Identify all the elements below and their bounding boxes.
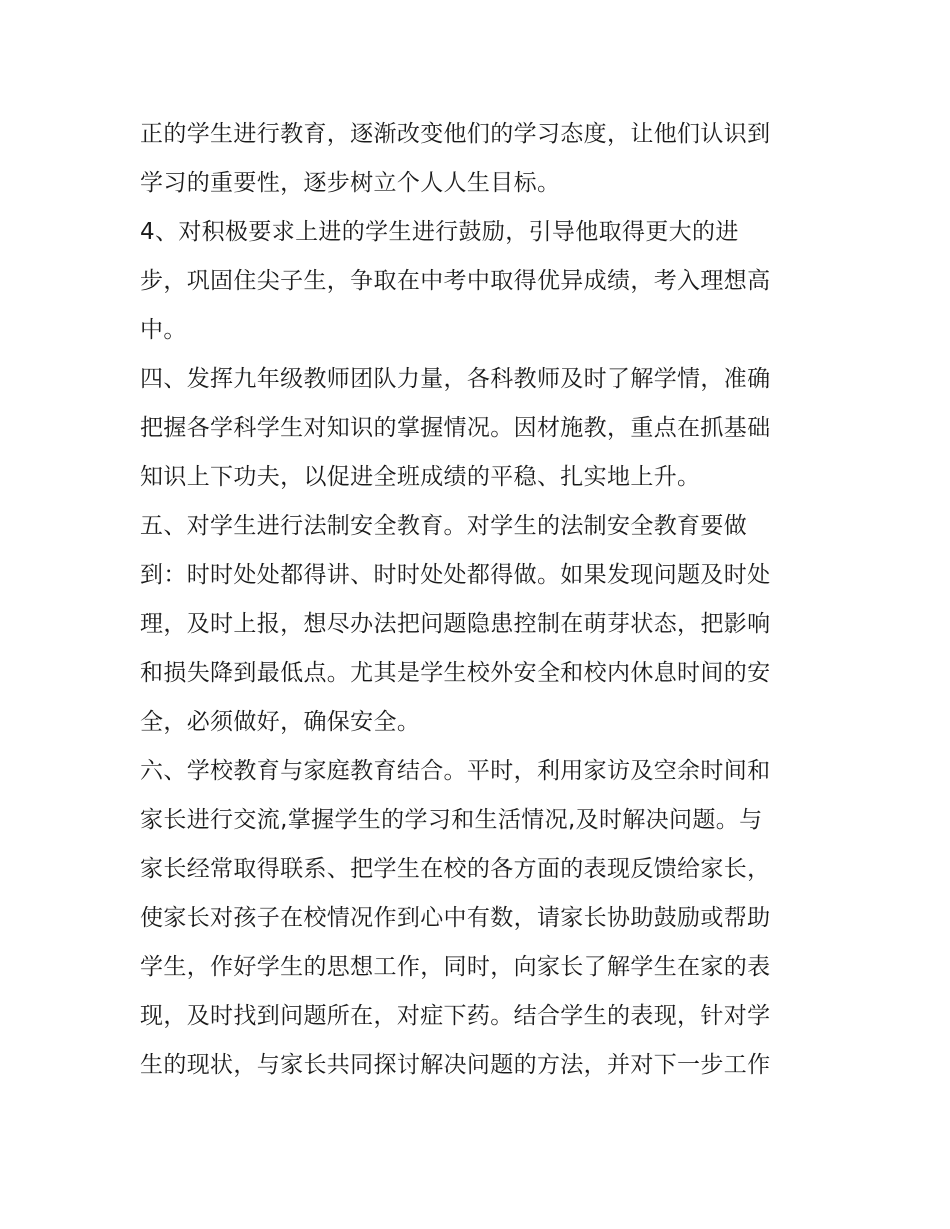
text-line: 把握各学科学生对知识的掌握情况。因材施教，重点在抓基础 bbox=[140, 415, 771, 441]
text-line: 家长进行交流,掌握学生的学习和生活情况,及时解决问题。与 bbox=[140, 807, 763, 833]
text-line: 使家长对孩子在校情况作到心中有数，请家长协助鼓励或帮助 bbox=[140, 905, 771, 931]
text-line: 全，必须做好，确保安全。 bbox=[140, 709, 421, 735]
text-line: 和损失降到最低点。尤其是学生校外安全和校内休息时间的安 bbox=[140, 660, 771, 686]
text-line: 学习的重要性，逐步树立个人人生目标。 bbox=[140, 170, 561, 196]
text-line: 五、对学生进行法制安全教育。对学生的法制安全教育要做 bbox=[140, 513, 748, 539]
text-line: 4、对积极要求上进的学生进行鼓励，引导他取得更大的进 bbox=[140, 219, 739, 245]
text-line: 理，及时上报，想尽办法把问题隐患控制在萌芽状态，把影响 bbox=[140, 611, 771, 637]
text-line: 四、发挥九年级教师团队力量，各科教师及时了解学情，准确 bbox=[140, 366, 771, 392]
text-line: 家长经常取得联系、把学生在校的各方面的表现反馈给家长， bbox=[140, 856, 771, 882]
text-line: 正的学生进行教育，逐渐改变他们的学习态度，让他们认识到 bbox=[140, 121, 771, 147]
text-line: 到：时时处处都得讲、时时处处都得做。如果发现问题及时处 bbox=[140, 562, 771, 588]
text-line: 六、学校教育与家庭教育结合。平时，利用家访及空余时间和 bbox=[140, 758, 771, 784]
text-line: 中。 bbox=[140, 317, 187, 343]
text-line: 生的现状，与家长共同探讨解决问题的方法，并对下一步工作 bbox=[140, 1052, 771, 1078]
text-line: 现，及时找到问题所在，对症下药。结合学生的表现，针对学 bbox=[140, 1003, 771, 1029]
text-line: 学生，作好学生的思想工作，同时，向家长了解学生在家的表 bbox=[140, 954, 771, 980]
text-line: 知识上下功夫，以促进全班成绩的平稳、扎实地上升。 bbox=[140, 464, 701, 490]
body-text bbox=[140, 110, 820, 1090]
text-line: 步，巩固住尖子生，争取在中考中取得优异成绩，考入理想高 bbox=[140, 268, 771, 294]
